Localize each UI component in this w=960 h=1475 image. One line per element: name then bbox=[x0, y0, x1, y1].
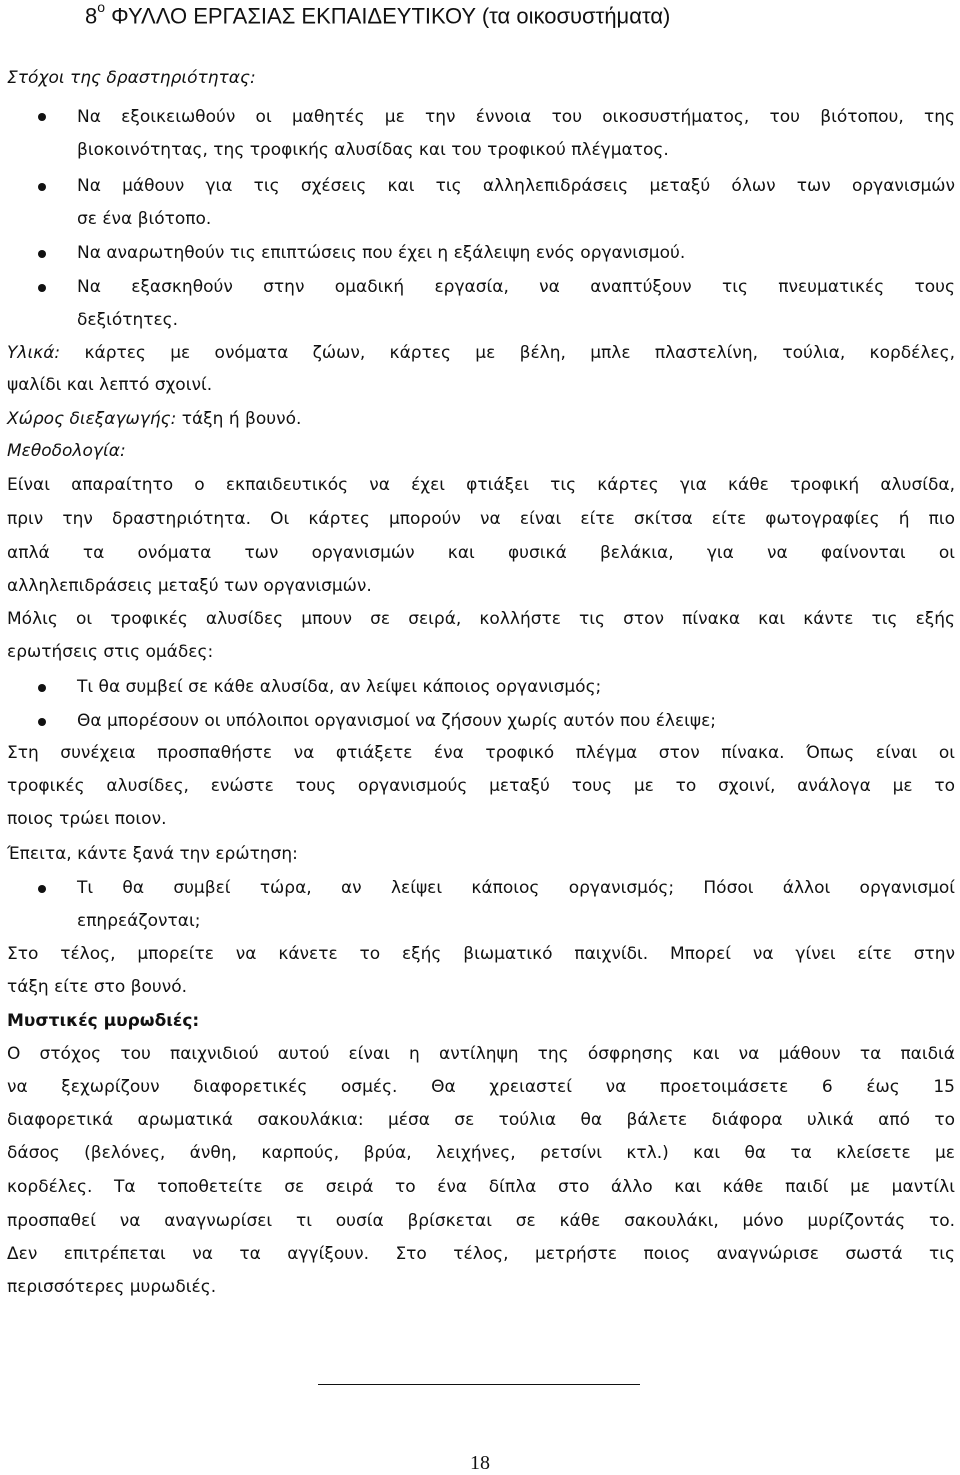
paragraph-line: Μόλις οι τροφικές αλυσίδες μπουν σε σειρά, κολλήστε τις στον πίνακα και κάντε τις εξής bbox=[7, 609, 955, 629]
goal-line: Να εξασκηθούν στην ομαδική εργασία, να αναπτύξουν τις πνευματικές τους bbox=[77, 277, 955, 297]
paragraph-line: κορδέλες. Τα τοποθετείτε σε σειρά το ένα δίπλα στο άλλο και κάθε παιδί με μαντίλι bbox=[7, 1177, 955, 1197]
goal-line: Να αναρωτηθούν τις επιπτώσεις που έχει η εξάλειψη ενός οργανισμού. bbox=[77, 243, 686, 263]
bullet-icon bbox=[38, 718, 46, 726]
paragraph-line: αλληλεπιδράσεις μεταξύ των οργανισμών. bbox=[7, 576, 372, 596]
bullet-icon bbox=[38, 684, 46, 692]
paragraph-line: δάσος (βελόνες, άνθη, καρπούς, βρύα, λειχήνες, ρετσίνι κτλ.) και θα τα κλείσετε με bbox=[7, 1143, 955, 1163]
paragraph-line: Ο στόχος του παιχνιδιού αυτού είναι η αντίληψη της όσφρησης και να μάθουν τα παιδιά bbox=[7, 1044, 955, 1064]
materials-line: ψαλίδι και λεπτό σχοινί. bbox=[7, 375, 213, 395]
question-line: επηρεάζονται; bbox=[77, 911, 201, 931]
footer-rule bbox=[318, 1384, 640, 1385]
page-title: $8^o$ ΦΥΛΛΟ ΕΡΓΑΣΙΑΣ ΕΚΠΑΙΔΕΥΤΙΚΟΥ (τα οικοσυστήματα) bbox=[85, 0, 671, 29]
paragraph-line: Είναι απαραίτητο ο εκπαιδευτικός να έχει φτιάξει τις κάρτες για κάθε τροφική αλυσίδα, bbox=[7, 475, 955, 495]
paragraph-line: τάξη είτε στο βουνό. bbox=[7, 977, 188, 997]
page-number: 18 bbox=[470, 1452, 490, 1474]
paragraph-line: τροφικές αλυσίδες, ενώστε τους οργανισμούς μεταξύ τους με το σχοινί, ανάλογα με το bbox=[7, 776, 955, 796]
paragraph-line: ποιος τρώει ποιον. bbox=[7, 809, 167, 829]
secret-smells-heading: Μυστικές μυρωδιές: bbox=[7, 1011, 200, 1031]
paragraph-line: Έπειτα, κάντε ξανά την ερώτηση: bbox=[7, 844, 298, 864]
paragraph-line: ερωτήσεις στις ομάδες: bbox=[7, 642, 214, 662]
paragraph-line: να ξεχωρίζουν διαφορετικές οσμές. Θα χρειαστεί να προετοιμάσετε 6 έως 15 bbox=[7, 1077, 955, 1097]
paragraph-line: περισσότερες μυρωδιές. bbox=[7, 1277, 217, 1297]
place-line: Χώρος διεξαγωγής: τάξη ή βουνό. bbox=[7, 409, 302, 429]
paragraph-line: πριν την δραστηριότητα. Οι κάρτες μπορούν να είναι είτε σκίτσα είτε φωτογραφίες ή πιο bbox=[7, 509, 955, 529]
paragraph-line: Στο τέλος, μπορείτε να κάνετε το εξής βιωματικό παιχνίδι. Μπορεί να γίνει είτε στην bbox=[7, 944, 955, 964]
paragraph-line: προσπαθεί να αναγνωρίσει τι ουσία βρίσκεται σε κάθε σακουλάκι, μόνο μυρίζοντάς το. bbox=[7, 1211, 955, 1231]
question-line: Τι θα συμβεί σε κάθε αλυσίδα, αν λείψει κάποιος οργανισμός; bbox=[77, 677, 602, 697]
bullet-icon bbox=[38, 284, 46, 292]
bullet-icon bbox=[38, 113, 46, 121]
paragraph-line: Δεν επιτρέπεται να τα αγγίξουν. Στο τέλος, μετρήστε ποιος αναγνώρισε σωστά τις bbox=[7, 1244, 955, 1264]
paragraph-line: διαφορετικά αρωματικά σακουλάκια: μέσα σε τούλια θα βάλετε διάφορα υλικά από το bbox=[7, 1110, 955, 1130]
materials-label: Υλικά: bbox=[7, 343, 61, 363]
bullet-icon bbox=[38, 250, 46, 258]
goal-line: δεξιότητες. bbox=[77, 310, 179, 330]
goal-line: Να μάθουν για τις σχέσεις και τις αλληλεπιδράσεις μεταξύ όλων των οργανισμών bbox=[77, 176, 955, 196]
materials-line: Υλικά: κάρτες με ονόματα ζώων, κάρτες με βέλη, μπλε πλαστελίνη, τούλια, κορδέλες, bbox=[7, 343, 955, 363]
paragraph-line: Στη συνέχεια προσπαθήστε να φτιάξετε ένα τροφικό πλέγμα στον πίνακα. Όπως είναι οι bbox=[7, 743, 955, 763]
goals-heading: Στόχοι της δραστηριότητας: bbox=[7, 68, 256, 88]
goal-line: σε ένα βιότοπο. bbox=[77, 209, 212, 229]
place-label: Χώρος διεξαγωγής: bbox=[7, 409, 177, 429]
method-heading: Μεθοδολογία: bbox=[7, 441, 126, 461]
goal-line: Να εξοικειωθούν οι μαθητές με την έννοια του οικοσυστήματος, του βιότοπου, της bbox=[77, 107, 955, 127]
question-line: Τι θα συμβεί τώρα, αν λείψει κάποιος οργανισμός; Πόσοι άλλοι οργανισμοί bbox=[77, 878, 955, 898]
bullet-icon bbox=[38, 183, 46, 191]
bullet-icon bbox=[38, 885, 46, 893]
question-line: Θα μπορέσουν οι υπόλοιποι οργανισμοί να ζήσουν χωρίς αυτόν που έλειψε; bbox=[77, 711, 717, 731]
paragraph-line: απλά τα ονόματα των οργανισμών και φυσικά βελάκια, για να φαίνονται οι bbox=[7, 543, 955, 563]
goal-line: βιοκοινότητας, της τροφικής αλυσίδας και του τροφικού πλέγματος. bbox=[77, 140, 669, 160]
